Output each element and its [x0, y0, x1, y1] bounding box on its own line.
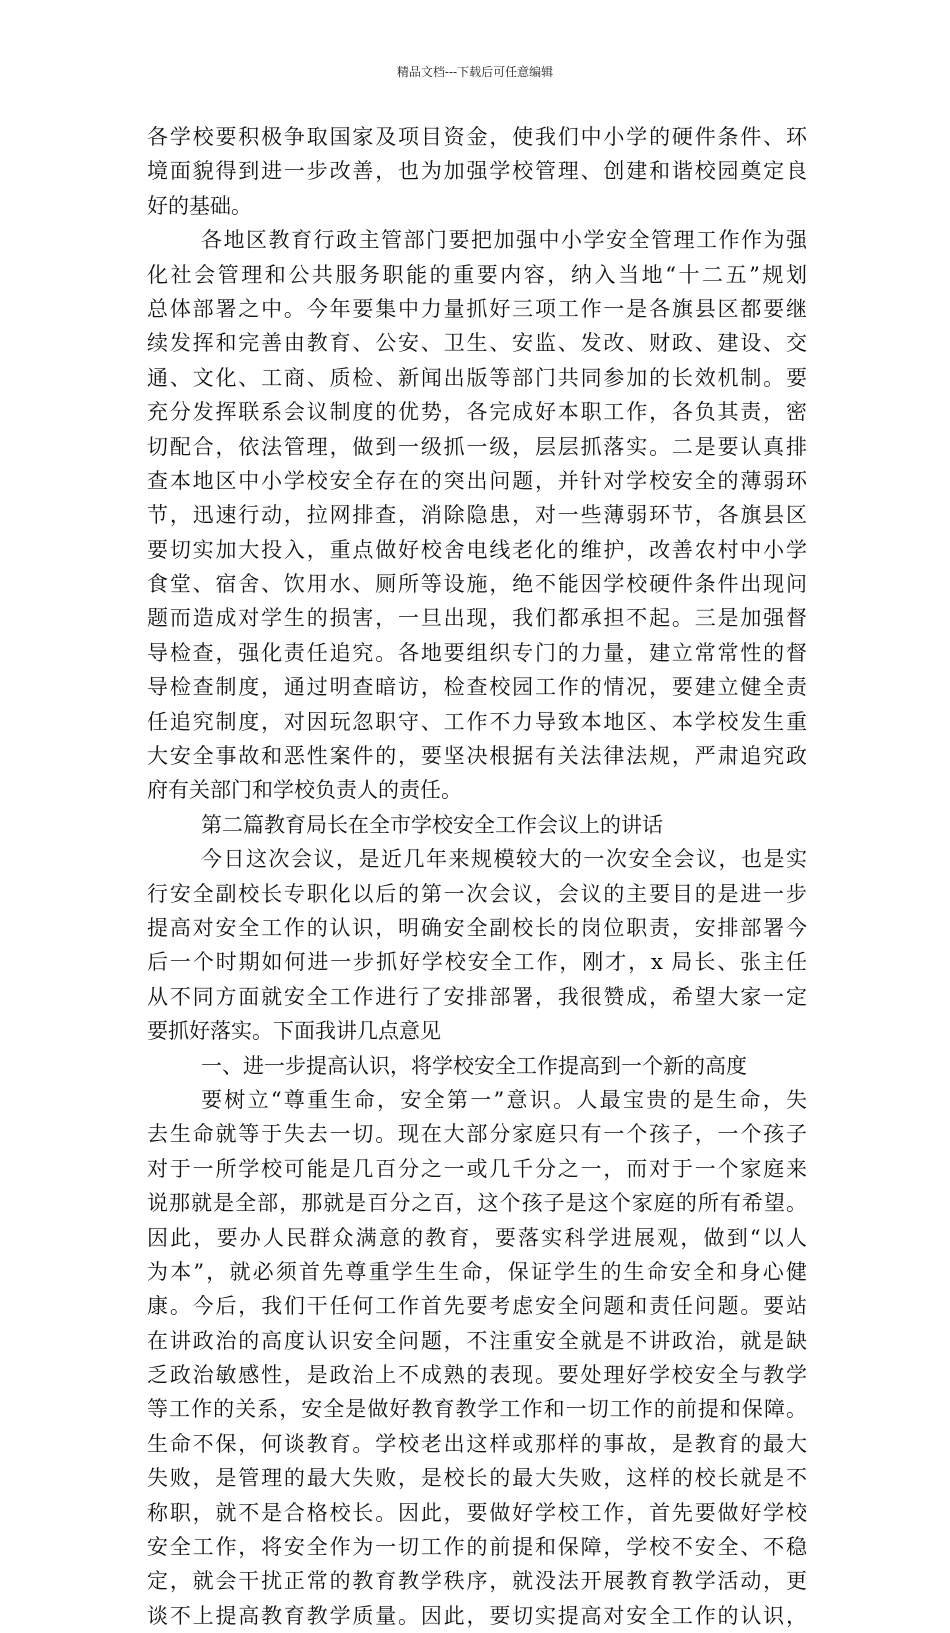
- text-line: 续发挥和完善由教育、公安、卫生、安监、发改、财政、建设、交: [147, 331, 807, 356]
- text-line: 导检查制度，通过明查暗访，检查校园工作的情况，要建立健全责: [147, 675, 807, 700]
- text-line: 康。今后，我们干任何工作首先要考虑安全问题和责任问题。要站: [147, 1294, 807, 1319]
- text-line: 境面貌得到进一步改善，也为加强学校管理、创建和谐校园奠定良: [147, 159, 807, 184]
- text-line: 通、文化、工商、质检、新闻出版等部门共同参加的长效机制。要: [147, 365, 807, 390]
- text-line: 充分发挥联系会议制度的优势，各完成好本职工作，各负其责，密: [147, 400, 807, 425]
- text-line: 在讲政治的高度认识安全问题，不注重安全就是不讲政治，就是缺: [147, 1328, 807, 1353]
- text-line: 各地区教育行政主管部门要把加强中小学安全管理工作作为强: [201, 228, 807, 253]
- document-body: [147, 120, 807, 1633]
- text-line: 谈不上提高教育教学质量。因此，要切实提高对安全工作的认识，: [147, 1603, 807, 1628]
- page-header: 精品文档---下载后可任意编辑: [396, 65, 554, 79]
- text-line: 查本地区中小学校安全存在的突出问题，并针对学校安全的薄弱环: [147, 468, 807, 493]
- text-line: 大安全事故和恶性案件的，要坚决根据有关法律法规，严肃追究政: [147, 744, 807, 769]
- text-line: 节，迅速行动，拉网排查，消除隐患，对一些薄弱环节，各旗县区: [147, 503, 807, 528]
- text-line: 要抓好落实。下面我讲几点意见: [147, 1019, 441, 1044]
- text-line: 因此，要办人民群众满意的教育，要落实科学进展观，做到“以人: [147, 1225, 807, 1250]
- text-line: 对于一所学校可能是几百分之一或几千分之一，而对于一个家庭来: [147, 1156, 807, 1181]
- text-line: 要切实加大投入，重点做好校舍电线老化的维护，改善农村中小学: [147, 537, 807, 562]
- text-line: 要树立“尊重生命，安全第一”意识。人最宝贵的是生命，失: [201, 1087, 807, 1112]
- text-line: 化社会管理和公共服务职能的重要内容，纳入当地“十二五”规划: [147, 262, 807, 287]
- text-line: 题而造成对学生的损害，一旦出现，我们都承担不起。三是加强督: [147, 606, 807, 631]
- text-line: 切配合，依法管理，做到一级抓一级，层层抓落实。二是要认真排: [147, 434, 807, 459]
- text-line: 称职，就不是合格校长。因此，要做好学校工作，首先要做好学校: [147, 1500, 807, 1525]
- text-line: 安全工作，将安全作为一切工作的前提和保障，学校不安全、不稳: [147, 1535, 807, 1560]
- text-line: 定，就会干扰正常的教育教学秩序，就没法开展教育教学活动，更: [147, 1569, 807, 1594]
- text-line: 去生命就等于失去一切。现在大部分家庭只有一个孩子，一个孩子: [147, 1122, 807, 1147]
- text-line: 乏政治敏感性，是政治上不成熟的表现。要处理好学校安全与教学: [147, 1363, 807, 1388]
- text-line: 生命不保，何谈教育。学校老出这样或那样的事故，是教育的最大: [147, 1431, 807, 1456]
- text-line: 府有关部门和学校负责人的责任。: [147, 778, 462, 803]
- text-line: 第二篇教育局长在全市学校安全工作会议上的讲话: [201, 812, 663, 837]
- text-line: 说那就是全部，那就是百分之百，这个孩子是这个家庭的所有希望。: [147, 1191, 807, 1216]
- text-line: 任追究制度，对因玩忽职守、工作不力导致本地区、本学校发生重: [147, 709, 807, 734]
- text-line: 后一个时期如何进一步抓好学校安全工作，刚才，x 局长、张主任: [147, 950, 807, 975]
- text-line: 行安全副校长专职化以后的第一次会议，会议的主要目的是进一步: [147, 881, 807, 906]
- text-line: 为本”，就必须首先尊重学生生命，保证学生的生命安全和身心健: [147, 1259, 807, 1284]
- text-line: 今日这次会议，是近几年来规模较大的一次安全会议，也是实: [201, 847, 807, 872]
- text-line: 一、进一步提高认识，将学校安全工作提高到一个新的高度: [201, 1053, 747, 1078]
- text-line: 导检查，强化责任追究。各地要组织专门的力量，建立常常性的督: [147, 640, 807, 665]
- text-line: 各学校要积极争取国家及项目资金，使我们中小学的硬件条件、环: [147, 125, 807, 149]
- text-line: 从不同方面就安全工作进行了安排部署，我很赞成，希望大家一定: [147, 984, 807, 1009]
- text-line: 食堂、宿舍、饮用水、厕所等设施，绝不能因学校硬件条件出现问: [147, 572, 807, 597]
- text-line: 好的基础。: [147, 193, 252, 218]
- text-line: 提高对安全工作的认识，明确安全副校长的岗位职责，安排部署今: [147, 915, 807, 940]
- text-line: 等工作的关系，安全是做好教育教学工作和一切工作的前提和保障。: [147, 1397, 807, 1422]
- text-line: 失败，是管理的最大失败，是校长的最大失败，这样的校长就是不: [147, 1466, 807, 1491]
- text-line: 总体部署之中。今年要集中力量抓好三项工作一是各旗县区都要继: [147, 296, 807, 321]
